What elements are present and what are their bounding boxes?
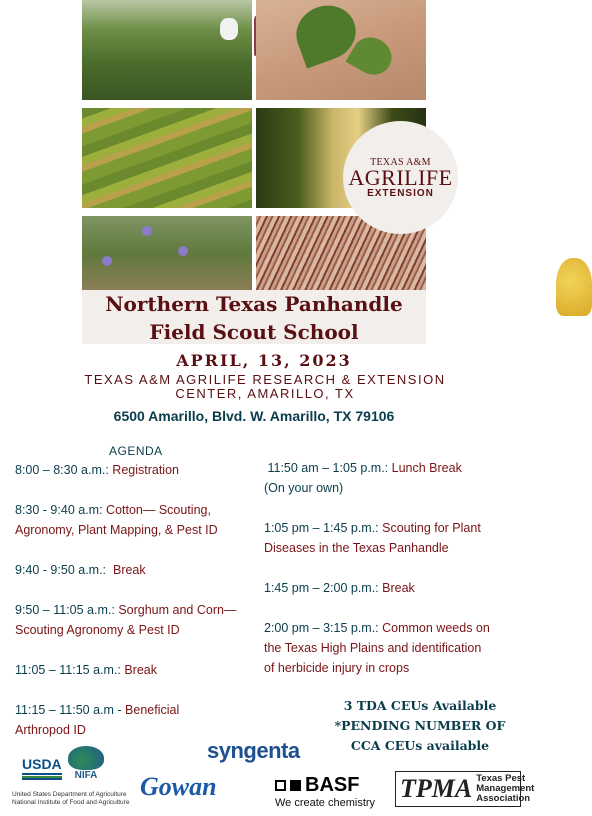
agenda-text: Common weeds on [378, 621, 490, 635]
agenda-text: Lunch Break [388, 461, 462, 475]
agenda-item [264, 518, 481, 558]
agenda-item [15, 600, 236, 640]
title-line1: Northern Texas Panhandle [105, 292, 403, 316]
tpma-name-line1: Texas Pest [476, 773, 526, 784]
photo-cotton-field-scout [82, 0, 252, 100]
agenda-item [15, 660, 157, 680]
agenda-item [15, 500, 218, 540]
ceu-line1: 3 TDA CEUs Available [343, 698, 497, 713]
agenda-time: 11:50 am – 1:05 p.m.: [264, 461, 389, 475]
agenda-text-cont: Diseases in the Texas Panhandle [264, 541, 449, 555]
agenda-time: 1:45 pm – 2:00 p.m.: [264, 581, 379, 595]
agenda-text: Registration [108, 463, 179, 477]
photo-cotton-leaf [256, 0, 426, 100]
basf-square-filled-icon [290, 780, 301, 791]
agenda-time: 9:40 - 9:50 a.m.: [15, 563, 107, 577]
ceu-note [300, 696, 540, 756]
badge-line3: EXTENSION [367, 187, 434, 199]
agenda-time: 8:30 - 9:40 a.m: [15, 503, 103, 517]
agenda-time: 8:00 – 8:30 a.m.: [15, 463, 109, 477]
agenda-text-cont: (On your own) [264, 481, 344, 495]
agenda-text-cont: Scouting Agronomy & Pest ID [15, 623, 180, 637]
agenda-text: Scouting for Plant [378, 521, 481, 535]
flower [178, 246, 188, 256]
flower [102, 256, 112, 266]
agenda-item [15, 560, 146, 580]
agenda-heading: AGENDA [109, 444, 163, 458]
nifa-globe-icon [68, 746, 104, 770]
flower [142, 226, 152, 236]
basf-logo [275, 774, 375, 809]
photo-weed-flowers [82, 216, 252, 290]
tpma-mark: TPMA [400, 774, 473, 803]
event-date: APRIL, 13, 2023 [176, 351, 352, 370]
agenda-text: Beneficial [121, 703, 180, 717]
agenda-time: 11:05 – 11:15 a.m.: [15, 663, 121, 677]
usda-stripes-icon [22, 773, 62, 781]
agenda-text: Break [120, 663, 157, 677]
agenda-item [264, 458, 462, 498]
usda-nifa-logo [12, 746, 130, 807]
tpma-logo [395, 771, 535, 807]
photo-diseased-leaf [82, 108, 252, 208]
agenda-item [15, 460, 179, 480]
event-venue [60, 373, 470, 401]
syngenta-logo [207, 738, 300, 764]
agenda-time: 9:50 – 11:05 a.m.: [15, 603, 115, 617]
venue-line2: CENTER, AMARILLO, TX [175, 386, 355, 401]
basf-wordmark: BASF [305, 774, 360, 796]
agenda-text: Break [106, 563, 146, 577]
nifa-wordmark: NIFA [74, 770, 98, 781]
agenda-text: Break [378, 581, 415, 595]
event-title [82, 290, 426, 344]
agenda-text: Sorghum and Corn— [114, 603, 237, 617]
basf-square-icon [275, 780, 286, 791]
badge-line1: TEXAS A&M [370, 156, 431, 168]
agenda-text-cont: the Texas High Plains and identification [264, 641, 482, 655]
agenda-text-cont: Agronomy, Plant Mapping, & Pest ID [15, 523, 218, 537]
corn-cob [556, 258, 592, 316]
agrilife-extension-logo [343, 121, 458, 234]
agenda-time: 1:05 pm – 1:45 p.m.: [264, 521, 379, 535]
agenda-item [264, 618, 490, 678]
ceu-line3: CCA CEUs available [350, 738, 490, 753]
usda-subtitle: United States Department of Agriculture [12, 791, 127, 798]
agenda-time: 2:00 pm – 3:15 p.m.: [264, 621, 379, 635]
basf-tagline: We create chemistry [275, 797, 376, 809]
title-line2: Field Scout School [149, 320, 359, 344]
nifa-subtitle: National Institute of Food and Agriculture [12, 799, 130, 806]
gowan-wordmark: Gowan [140, 772, 217, 801]
ceu-line2: *PENDING NUMBER OF [334, 718, 506, 733]
syngenta-wordmark: syngenta [207, 738, 300, 763]
agenda-item [15, 700, 179, 740]
venue-line1: TEXAS A&M AGRILIFE RESEARCH & EXTENSION [84, 372, 446, 387]
usda-wordmark: USDA [22, 756, 62, 772]
gowan-logo [140, 772, 217, 802]
agenda-text-cont: Arthropod ID [15, 723, 86, 737]
badge-line2: AGRILIFE [348, 164, 453, 190]
agenda-item [264, 578, 415, 598]
agenda-time: 11:15 – 11:50 a.m - [15, 703, 122, 717]
sweep-net [220, 18, 238, 40]
agenda-text: Cotton— Scouting, [102, 503, 211, 517]
tpma-name-line2: Management [476, 783, 535, 794]
event-address: 6500 Amarillo, Blvd. W. Amarillo, TX 79106 [113, 408, 395, 424]
tpma-name-line3: Association [476, 793, 531, 804]
agenda-text-cont: of herbicide injury in crops [264, 661, 410, 675]
